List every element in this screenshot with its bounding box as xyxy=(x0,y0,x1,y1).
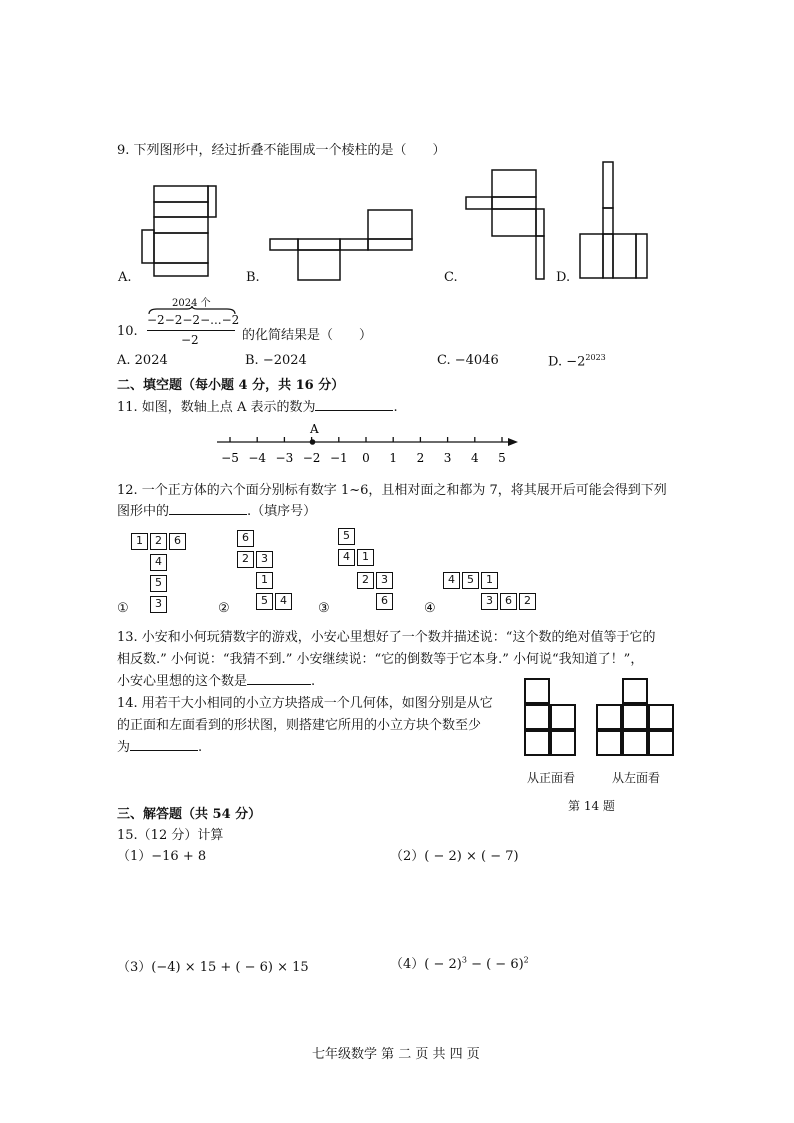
q10-number: 10. xyxy=(117,324,138,339)
q13-line-2: 相反数.” 小何说：“我猜不到.” 小安继续说：“它的倒数等于它本身.” 小何说“我知道了！”， xyxy=(117,652,644,667)
q9-option-b-net xyxy=(268,208,418,282)
net-face: 4 xyxy=(275,593,292,610)
q10-option-a: A. 2024 xyxy=(117,353,168,368)
page-footer: 七年级数学 第 二 页 共 四 页 xyxy=(312,1047,480,1062)
net-face: 4 xyxy=(443,572,460,589)
q11-point-a-label: A xyxy=(310,422,319,436)
q14-figure-caption: 第 14 题 xyxy=(568,799,615,813)
q12-line-2: 图形中的 .（填序号） xyxy=(117,504,317,519)
q12-label-4: ④ xyxy=(424,601,436,616)
number-line-tick-label: −1 xyxy=(329,451,348,465)
q14-answer-blank[interactable] xyxy=(130,750,198,751)
number-line-tick-label: 3 xyxy=(443,451,452,465)
view-square xyxy=(596,704,622,730)
view-square xyxy=(622,730,648,756)
q13-line-1: 13. 小安和小何玩猜数字的游戏，小安心里想好了一个数并描述说：“这个数的绝对值等于它的 xyxy=(117,630,656,645)
number-line-tick-label: −4 xyxy=(248,451,267,465)
view-square xyxy=(622,704,648,730)
net-face: 4 xyxy=(338,549,355,566)
number-line-tick-label: 4 xyxy=(470,451,479,465)
q9-option-a-net xyxy=(140,183,220,278)
net-face: 3 xyxy=(256,551,273,568)
net-face: 1 xyxy=(256,572,273,589)
q14-line-3: 为 . xyxy=(117,740,203,755)
q11-stem: 11. 如图，数轴上点 A 表示的数为 . xyxy=(117,400,398,415)
section-2-heading: 二、填空题（每小题 4 分，共 16 分） xyxy=(117,378,345,393)
q10-tail: 的化简结果是（ ） xyxy=(242,328,373,343)
q15-stem: 15.（12 分）计算 xyxy=(117,828,224,843)
q12-line-1: 12. 一个正方体的六个面分别标有数字 1~6，且相对面之和都为 7，将其展开后可能会得到下列 xyxy=(117,483,667,498)
net-face: 5 xyxy=(256,593,273,610)
q14-front-caption: 从正面看 xyxy=(527,771,576,785)
q9-option-c-net xyxy=(464,168,549,283)
section-3-heading: 三、解答题（共 54 分） xyxy=(117,807,262,822)
net-face: 1 xyxy=(481,572,498,589)
q13-line-3: 小安心里想的这个数是 . xyxy=(117,674,316,689)
net-face: 3 xyxy=(481,593,498,610)
view-square xyxy=(550,730,576,756)
view-square xyxy=(648,730,674,756)
net-face: 3 xyxy=(376,572,393,589)
net-face: 1 xyxy=(131,533,148,550)
q9-option-a-label: A. xyxy=(118,270,132,285)
net-face: 6 xyxy=(376,593,393,610)
q10-denominator: −2 xyxy=(181,333,199,347)
net-face: 6 xyxy=(500,593,517,610)
number-line-tick-label: 0 xyxy=(362,451,370,465)
net-face: 2 xyxy=(357,572,374,589)
q10-brace-label: 2024 个 xyxy=(172,298,211,309)
q11-answer-blank[interactable] xyxy=(315,410,393,411)
q10-option-b: B. −2024 xyxy=(245,353,307,368)
number-line-tick-label: 5 xyxy=(498,451,506,465)
net-face: 5 xyxy=(338,528,355,545)
q12-label-1: ① xyxy=(117,601,129,616)
net-face: 1 xyxy=(357,549,374,566)
q9-option-d-net xyxy=(578,160,653,282)
net-face: 2 xyxy=(150,533,167,550)
number-line-tick-label: −3 xyxy=(275,451,294,465)
net-face: 3 xyxy=(150,596,167,613)
number-line-tick-label: 1 xyxy=(389,451,398,465)
q9-option-b-label: B. xyxy=(246,270,260,285)
view-square xyxy=(550,704,576,730)
number-line-tick-label: 2 xyxy=(416,451,425,465)
view-square xyxy=(524,730,550,756)
q10-option-d: D. $-2^{2023}$ xyxy=(548,353,606,370)
q9-option-d-label: D. xyxy=(556,270,571,285)
number-line-tick-label: −5 xyxy=(221,451,239,465)
net-face: 6 xyxy=(237,530,254,547)
view-square xyxy=(524,704,550,730)
q14-line-2: 的正面和左面看到的形状图，则搭建它所用的小立方块个数至少 xyxy=(117,718,482,733)
view-square xyxy=(596,730,622,756)
net-face: 6 xyxy=(169,533,186,550)
q10-fraction-bar xyxy=(147,330,235,331)
net-face: 5 xyxy=(462,572,479,589)
net-face: 2 xyxy=(237,551,254,568)
q14-line-1: 14. 用若干大小相同的小立方块搭成一个几何体，如图分别是从它 xyxy=(117,696,493,711)
q15-part-2: （2）( − 2) × ( − 7) xyxy=(390,849,519,864)
view-square xyxy=(648,704,674,730)
net-face: 5 xyxy=(150,575,167,592)
q15-part-4: $(4)( - 2)^3$ − ( − 6)$^2$ xyxy=(390,955,529,972)
net-face: 2 xyxy=(519,593,536,610)
number-line-tick-label: −2 xyxy=(302,451,321,465)
q10-option-d-exponent: 2023 xyxy=(585,353,606,362)
q9-stem: 9. 下列图形中，经过折叠不能围成一个棱柱的是（ ） xyxy=(117,143,446,158)
view-square xyxy=(524,678,550,704)
net-face: 4 xyxy=(150,554,167,571)
q9-option-c-label: C. xyxy=(444,270,458,285)
q15-part-1: （1）−16 + 8 xyxy=(117,849,207,864)
q13-answer-blank[interactable] xyxy=(247,684,311,685)
q12-answer-blank[interactable] xyxy=(169,514,247,515)
q12-label-3: ③ xyxy=(318,601,330,616)
q14-left-caption: 从左面看 xyxy=(612,771,661,785)
view-square xyxy=(622,678,648,704)
q11-number-line xyxy=(215,420,525,470)
q15-part-3: （3）(−4) × 15 + ( − 6) × 15 xyxy=(117,960,309,975)
q11-point-a xyxy=(310,439,316,445)
q12-label-2: ② xyxy=(218,601,230,616)
q10-numerator: −2−2−2−...−2 xyxy=(147,313,240,327)
q10-option-c: C. −4046 xyxy=(437,353,499,368)
